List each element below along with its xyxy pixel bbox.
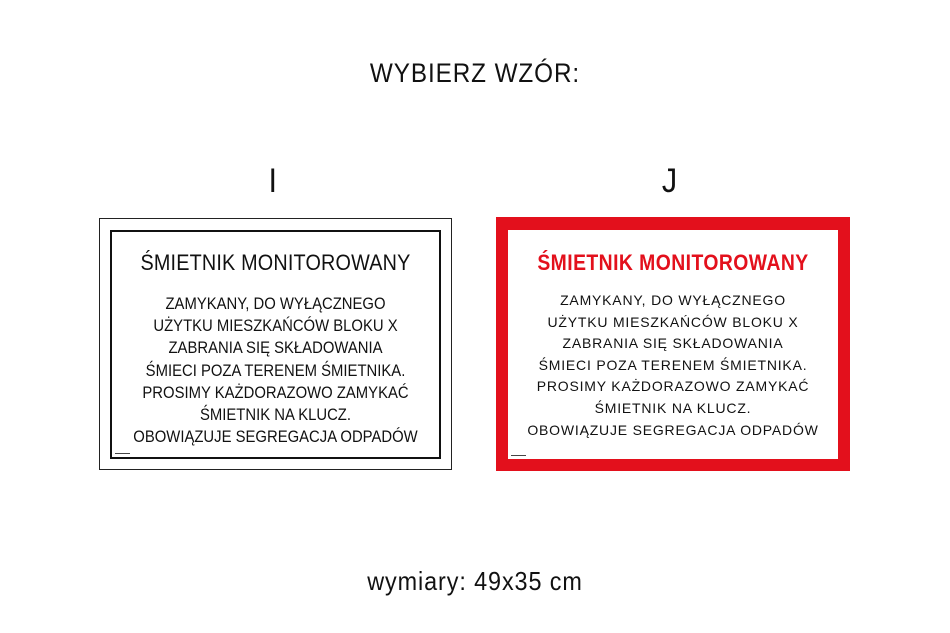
variant-label-i: I bbox=[268, 162, 277, 200]
sign-line: OBOWIĄZUJE SEGREGACJA ODPADÓW bbox=[133, 428, 418, 447]
sign-line: ZAMYKANY, DO WYŁĄCZNEGO bbox=[165, 295, 386, 313]
sign-line: ŚMIECI POZA TERENEM ŚMIETNIKA. bbox=[145, 361, 406, 380]
sign-line: ŚMIECI POZA TERENEM ŚMIETNIKA. bbox=[538, 356, 808, 373]
sign-line: PROSIMY KAŻDORAZOWO ZAMYKAĆ bbox=[142, 383, 409, 402]
sign-line: OBOWIĄZUJE SEGREGACJA ODPADÓW bbox=[527, 421, 819, 438]
sign-line: UŻYTKU MIESZKAŃCÓW BLOKU X bbox=[153, 317, 398, 336]
sign-inner-frame bbox=[110, 230, 441, 459]
sign-line: ZAMYKANY, DO WYŁĄCZNEGO bbox=[560, 292, 786, 308]
sign-title: ŚMIETNIK MONITOROWANY bbox=[140, 250, 411, 275]
sign-line: ŚMIETNIK NA KLUCZ. bbox=[199, 406, 352, 425]
sign-variant-i[interactable] bbox=[99, 218, 452, 470]
variant-label-j: J bbox=[661, 162, 678, 200]
sign-title: ŚMIETNIK MONITOROWANY bbox=[537, 250, 809, 275]
sign-code-mark: ▬▬▬▬▬ bbox=[115, 451, 130, 455]
sign-body bbox=[508, 290, 838, 441]
sign-line: ZABRANIA SIĘ SKŁADOWANIA bbox=[562, 335, 784, 352]
sign-variant-j[interactable] bbox=[496, 217, 850, 471]
sign-line: PROSIMY KAŻDORAZOWO ZAMYKAĆ bbox=[536, 378, 810, 395]
page-title: WYBIERZ WZÓR: bbox=[369, 58, 581, 88]
sign-body bbox=[128, 293, 422, 448]
dimensions-label: wymiary: 49x35 cm bbox=[367, 566, 583, 596]
sign-inner-panel bbox=[508, 230, 838, 459]
sign-line: ŚMIETNIK NA KLUCZ. bbox=[594, 399, 752, 416]
sign-line: UŻYTKU MIESZKAŃCÓW BLOKU X bbox=[547, 313, 799, 330]
sign-code-mark: ▬▬▬▬▬ bbox=[511, 453, 526, 457]
sign-line: ZABRANIA SIĘ SKŁADOWANIA bbox=[168, 339, 383, 358]
